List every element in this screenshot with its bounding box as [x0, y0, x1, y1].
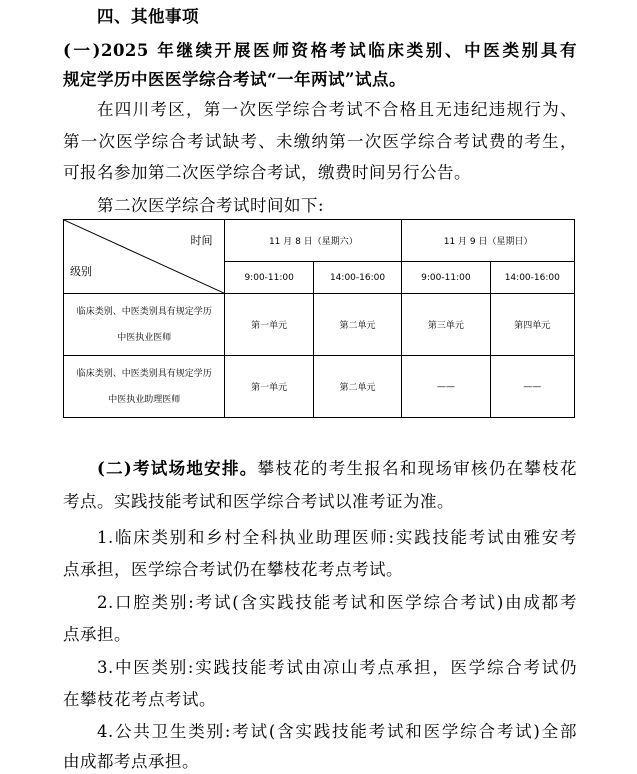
table-slot-header: 14:00-16:00 — [313, 262, 401, 294]
item2-line2: 点承担。 — [63, 625, 131, 644]
table-cell: 第二单元 — [313, 294, 401, 356]
item1-line1: 1.临床类别和乡村全科执业助理医师:实践技能考试由雅安考 — [97, 528, 577, 547]
table-slot-header: 9:00-11:00 — [402, 262, 490, 294]
table-slot-header: 14:00-16:00 — [490, 262, 574, 294]
section-heading: 四、其他事项 — [97, 7, 199, 26]
table-day1-header: 11 月 8 日（星期六） — [225, 220, 402, 262]
table-cell: 第一单元 — [225, 294, 313, 356]
level-line: 中医执业医师 — [117, 332, 172, 343]
corner-level-label: 级别 — [70, 265, 92, 278]
sub1-para-line1: 在四川考区，第一次医学综合考试不合格且无违纪违规行为、 — [97, 100, 577, 119]
table-intro: 第二次医学综合考试时间如下: — [97, 196, 325, 215]
level-line: 中医执业助理医师 — [108, 394, 181, 405]
sub1-title-line1: (一)2025 年继续开展医师资格考试临床类别、中医类别具有 — [63, 41, 577, 60]
table-level-cell — [64, 356, 225, 418]
table-cell: 第一单元 — [225, 356, 313, 418]
item3-line1: 3.中医类别:实践技能考试由凉山考点承担，医学综合考试仍 — [97, 658, 577, 677]
sub1-title-line2: 规定学历中医医学综合考试“一年两试”试点。 — [63, 70, 406, 89]
item4-line2: 由成都考点承担。 — [63, 752, 199, 771]
sub2-line2: 考点。实践技能考试和医学综合考试以准考证为准。 — [63, 492, 454, 511]
sub2-title: (二)考试场地安排。 — [97, 459, 258, 478]
table-row — [64, 356, 575, 418]
sub2-line1 — [97, 457, 577, 481]
table-cell: —— — [402, 356, 490, 418]
item4-line1: 4.公共卫生类别:考试(含实践技能考试和医学综合考试)全部 — [97, 722, 577, 741]
table-cell: 第四单元 — [490, 294, 574, 356]
table-cell: —— — [490, 356, 574, 418]
corner-time-label: 时间 — [190, 234, 213, 247]
table-cell: 第二单元 — [313, 356, 401, 418]
level-line: 临床类别、中医类别具有规定学历 — [76, 306, 212, 317]
item2-line1: 2.口腔类别:考试(含实践技能考试和医学综合考试)由成都考 — [97, 593, 577, 612]
item3-line2: 在攀枝花考点考试。 — [63, 690, 216, 709]
sub1-para-line2: 第一次医学综合考试缺考、未缴纳第一次医学综合考试费的考生， — [63, 132, 577, 151]
sub1-para-line3: 可报名参加第二次医学综合考试，缴费时间另行公告。 — [63, 163, 471, 182]
table-row — [64, 294, 575, 356]
table-level-cell — [64, 294, 225, 356]
level-line: 临床类别、中医类别具有规定学历 — [76, 368, 212, 379]
exam-schedule-table — [63, 219, 575, 418]
table-slot-header: 9:00-11:00 — [225, 262, 313, 294]
table-day2-header: 11 月 9 日（星期日） — [402, 220, 575, 262]
sub2-line1-text: 攀枝花的考生报名和现场审核仍在攀枝花 — [257, 459, 577, 478]
item1-line2: 点承担，医学综合考试仍在攀枝花考点考试。 — [63, 560, 403, 579]
table-corner-cell — [64, 220, 225, 294]
table-cell: 第三单元 — [402, 294, 490, 356]
